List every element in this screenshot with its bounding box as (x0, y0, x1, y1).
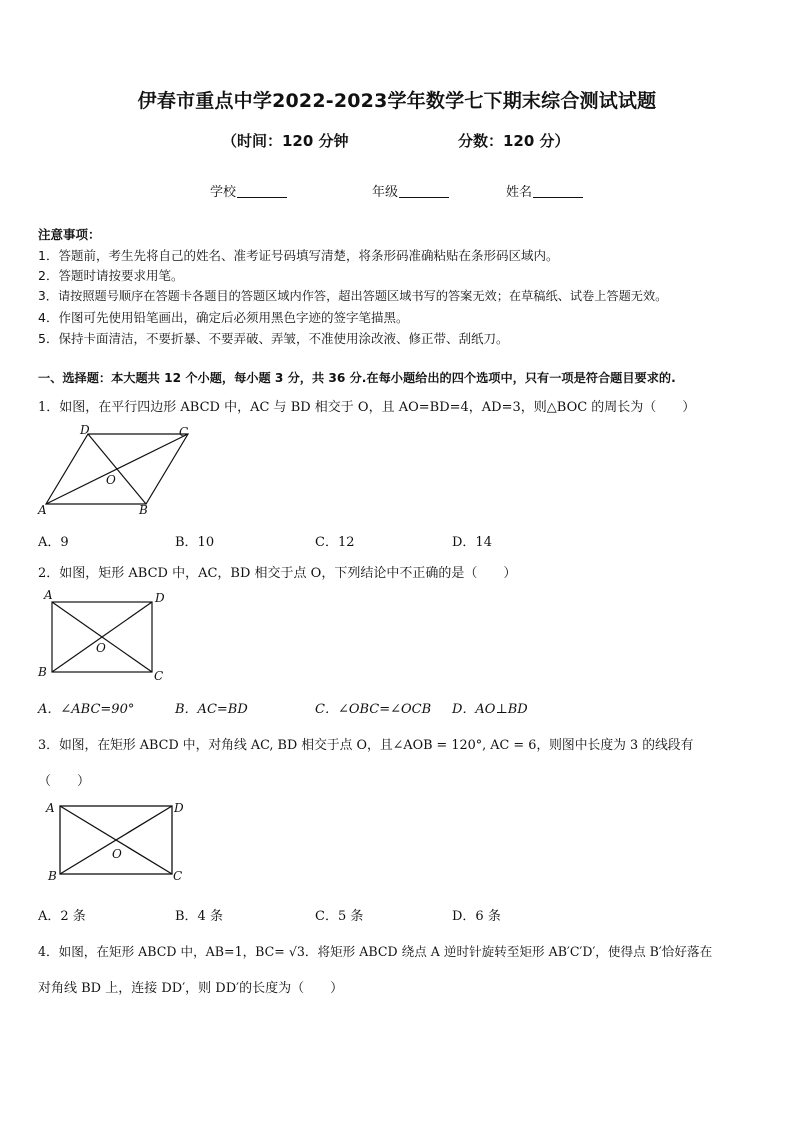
label-o: O (96, 641, 106, 655)
notes-heading: 注意事项： (38, 227, 101, 242)
school-blank[interactable] (237, 185, 287, 198)
label-a: A (38, 503, 47, 517)
label-a: A (46, 801, 55, 815)
q2-option-b[interactable]: B．AC=BD (175, 702, 248, 717)
q3-option-c[interactable]: C．5 条 (315, 909, 364, 924)
label-b: B (139, 503, 148, 517)
question-4-stem: 4．如图，在矩形 ABCD 中，AB=1，BC= √3．将矩形 ABCD 绕点 A 逆时针旋转至矩形 AB′C′D′，使得点 B′恰好落在 (38, 944, 713, 959)
name-field[interactable] (506, 181, 583, 200)
note-item: 3．请按照题号顺序在答题卡各题目的答题区域内作答，超出答题区域书写的答案无效；在草稿纸、试卷上答题无效。 (38, 289, 668, 303)
q1-option-d[interactable]: D．14 (452, 535, 492, 550)
label-b: B (38, 665, 47, 679)
label-c: C (179, 425, 189, 439)
q2-option-d[interactable]: D．AO⊥BD (452, 702, 528, 717)
question-1-figure (34, 420, 200, 518)
label-d: D (80, 423, 90, 437)
diagonal-bd (88, 434, 146, 504)
q2-option-c[interactable]: C．∠OBC=∠OCB (315, 702, 432, 717)
q3-option-d[interactable]: D．6 条 (452, 909, 501, 924)
label-d: D (155, 591, 165, 605)
exam-score: 分数：120 分） (458, 132, 570, 150)
question-2-stem: 2．如图，矩形 ABCD 中，AC，BD 相交于点 O，下列结论中不正确的是（ ） (38, 566, 517, 581)
section-heading: 一、选择题：本大题共 12 个小题，每小题 3 分，共 36 分.在每小题给出的四个选项中，只有一项是符合题目要求的. (38, 371, 676, 385)
note-item: 5．保持卡面清洁，不要折暴、不要弄破、弄皱，不准使用涂改液、修正带、刮纸刀。 (38, 331, 509, 346)
name-label: 姓名 (506, 185, 533, 200)
label-a: A (44, 588, 53, 602)
label-d: D (174, 801, 184, 815)
note-item: 4．作图可先使用铅笔画出，确定后必须用黑色字迹的签字笔描黑。 (38, 310, 409, 325)
label-c: C (154, 669, 164, 683)
name-blank[interactable] (533, 185, 583, 198)
question-3-stem-cont: （ ） (38, 774, 91, 789)
q3-option-b[interactable]: B．4 条 (175, 909, 223, 924)
note-item: 1．答题前，考生先将自己的姓名、准考证号码填写清楚，将条形码准确粘贴在条形码区域内。 (38, 248, 559, 263)
page-title: 伊春市重点中学2022-2023学年数学七下期末综合测试试题 (137, 90, 657, 112)
question-4-stem-cont: 对角线 BD 上，连接 DD′，则 DD′的长度为（ ） (38, 981, 344, 996)
exam-time: （时间：120 分钟 (222, 132, 349, 150)
q1-option-b[interactable]: B．10 (175, 535, 215, 550)
note-item: 2．答题时请按要求用笔。 (38, 268, 184, 283)
q2-option-a[interactable]: A．∠ABC=90° (38, 702, 135, 717)
school-label: 学校 (210, 185, 237, 200)
grade-field[interactable] (372, 181, 449, 200)
grade-label: 年级 (372, 185, 399, 200)
question-3-stem: 3．如图，在矩形 ABCD 中，对角线 AC, BD 相交于点 O，且∠AOB = 120°, AC = 6，则图中长度为 3 的线段有 (38, 738, 694, 753)
q3-option-a[interactable]: A．2 条 (38, 909, 86, 924)
label-c: C (173, 869, 183, 883)
q1-option-c[interactable]: C．12 (315, 535, 355, 550)
question-3-figure (38, 796, 188, 890)
q1-option-a[interactable]: A．9 (38, 535, 69, 550)
label-b: B (48, 869, 57, 883)
label-o: O (112, 847, 122, 861)
question-2-figure (34, 586, 174, 684)
grade-blank[interactable] (399, 185, 449, 198)
school-field[interactable] (210, 181, 287, 200)
label-o: O (106, 473, 116, 487)
question-1-stem: 1．如图，在平行四边形 ABCD 中，AC 与 BD 相交于 O，且 AO=BD=4，AD=3，则△BOC 的周长为（ ） (38, 400, 696, 415)
